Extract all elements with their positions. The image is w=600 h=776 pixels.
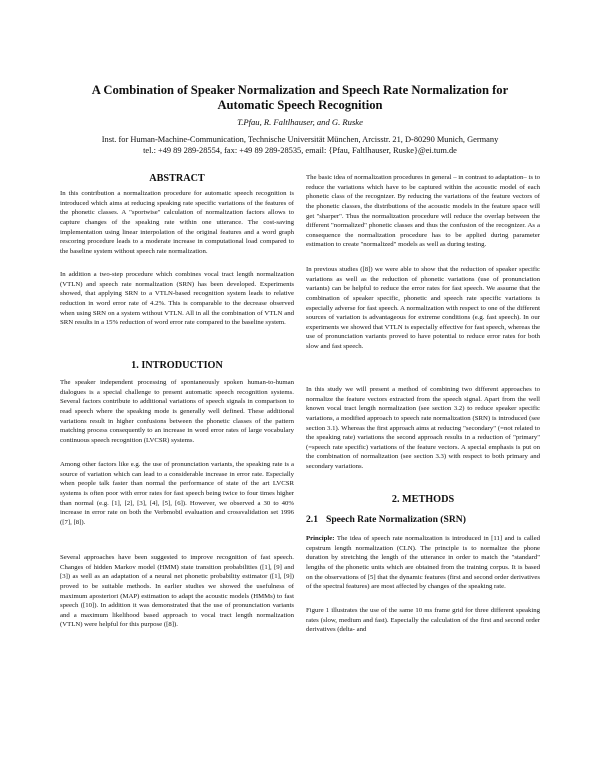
paper-title-line-2: Automatic Speech Recognition [217,98,383,112]
authors: T.Pfau, R. Faltlhauser, and G. Ruske [237,117,363,127]
body-paragraph-2: In previous studies ([8]) we were able to show that the reduction of speaker specific variations as well as the reduction of phonetic variations (use of pronunciation variants) can be helpful to reduce the error rates for fast speech. We assume that the combination of speaker specific, phonetic and speech rate specific variations is especially adverse for fast speech. A normalization with respect to one of the different sources of variation is advantageous for extreme conditions (e.g. fast speech). In our experiments we showed that VTLN is especially effective for fast speech, whereas the use of pronunciation variants proved to have potential to reduce error rates for both slow and fast speech. [306,266,540,350]
abstract-paragraph-2: In addition a two-step procedure which combines vocal tract length normalization (VTLN) and speech rate normalization (SRN) has been developed. Experiments showed, that applying SRN to a VTLN-based recognition system leads to relative reduction in word error rate of 4.2%. This is comparable to the decrease observed when using SRN on a system without VTLN. All in all the combination of VTLN and SRN results in a 15% reduction of word error rate compared to the baseline system. [60,271,294,327]
srn-section-title: Speech Rate Normalization (SRN) [326,514,466,525]
affiliation: Inst. for Human-Machine-Communication, Technische Universität München, Arcisstr. 21, D-80290 Munich, Germany [101,135,499,144]
srn-subheading [306,514,540,525]
principle-paragraph [306,534,540,592]
srn-section-number: 2.1 [306,514,318,525]
principle-label: Principle: [306,535,335,542]
body-paragraph-5: Figure 1 illustrates the use of the same 10 ms frame grid for three different speaking rates (slow, medium and fast). Especially the calculation of the first and second order derivatives (delta- and [306,607,540,634]
introduction-paragraph-2: Among other factors like e.g. the use of pronunciation variants, the speaking rate is a source of variation which can lead to a considerable increase in error rate. Especially when people talk faster than normal the performance of state of the art LVCSR systems is often poor with error rates for fast speech being twice to four times higher than normal (e.g. [1], [2], [3], [4], [5], [6]). However, we observed a 30 to 40% increase in error rate on both the Verbmobil evaluation and crossvalidation set 1996 ([7], [8]). [60,461,294,526]
introduction-paragraph-1: The speaker independent processing of spontaneously spoken human-to-human dialogues is a special challenge to present automatic speech recognition systems. Several factors contribute to additional variations of speech signals in comparison to read speech where the speaking mode is generally well defined. These additional variations result in higher confusions between the phonetic classes of the pattern matching process consequently to an increase in word error rates of large vocabulary continuous speech recognition (LVCSR) systems. [60,379,294,444]
paper-title-line-1: A Combination of Speaker Normalization and Speech Rate Normalization for [91,83,509,97]
contact-info: tel.: +49 89 289-28554, fax: +49 89 289-28535, email: {Pfau, Faltlhauser, Ruske}@ei.tum.de [143,146,457,155]
introduction-heading: 1. INTRODUCTION [131,360,223,371]
methods-heading: 2. METHODS [391,494,455,505]
body-paragraph-3: In this study we will present a method of combining two different approaches to normalize the feature vectors extracted from the speech signal. Apart from the well known vocal tract length normalization (see section 3.2) to reduce speaker specific variations, a modified approach to speech rate normalization (SRN) is introduced (see section 3.1). Whereas the first approach aims at reducing "secondary" (=not related to the speaking rate) variations the second approach results in a reduction of "primary" (=speech rate specific) variations of the feature vectors. A special emphasis is put on the combination of normalization (see section 3.3) with respect to both primary and secondary variations. [306,386,540,470]
body-paragraph-1: The basic idea of normalization procedures in general – in contrast to adaptation– is to reduce the variations which have to be captured within the acoustic model of each phonetic class of the recognizer. By reducing the variations of the feature vectors of the phonetic classes, the distributions of the acoustic models in the feature space will get "sharper". Thus the normalization procedure will reduce the overlap between the different "normalized" phonetic classes and thus the confusion of the recognizer. As a consequence the normalization procedure has to be applied during parameter estimation to create "normalized" models as well as during testing. [306,174,540,249]
introduction-paragraph-3: Several approaches have been suggested to improve recognition of fast speech. Changes of hidden Markov model (HMM) state transition probabilities ([1], [9] and [3]) as well as an adaptation of a neural net phonetic probability estimator ([1], [9]) proved to be suitable methods. In earlier studies we showed the usefulness of maximum aposteriori (MAP) estimation to adapt the acoustic models (HMMs) to fast speech ([10]). In addition it was demonstrated that the use of pronunciation variants and a maximum likelihood based approach to vocal tract length normalization (VTLN) were helpful for this purpose ([8]). [60,554,294,629]
abstract-paragraph-1: In this contribution a normalization procedure for automatic speech recognition is introduced which aims at reducing speaking rate specific variations of the features of the phonetic classes. A "sportwise" calculation of normalization factors allows to capture changes of the speaking rate within one utterance. The cost-saving implementation using linear interpolation of the original features and a word graph rescoring procedure leads to a moderate increase in computational load compared to the baseline system without speech rate normalization. [60,190,294,255]
principle-text: The idea of speech rate normalization is introduced in [11] and is called cepstrum length normalization (CLN). The principle is to normalize the phone duration by stretching the length of the utterance in order to match the "standard" lengths of the phonetic units which are obtained from the training corpus. It is based on the observations of [5] that the dynamic features (first and second order derivatives of the spectral features) are most affected by changes of the speaking rate. [306,535,540,591]
abstract-heading: ABSTRACT [149,173,205,184]
